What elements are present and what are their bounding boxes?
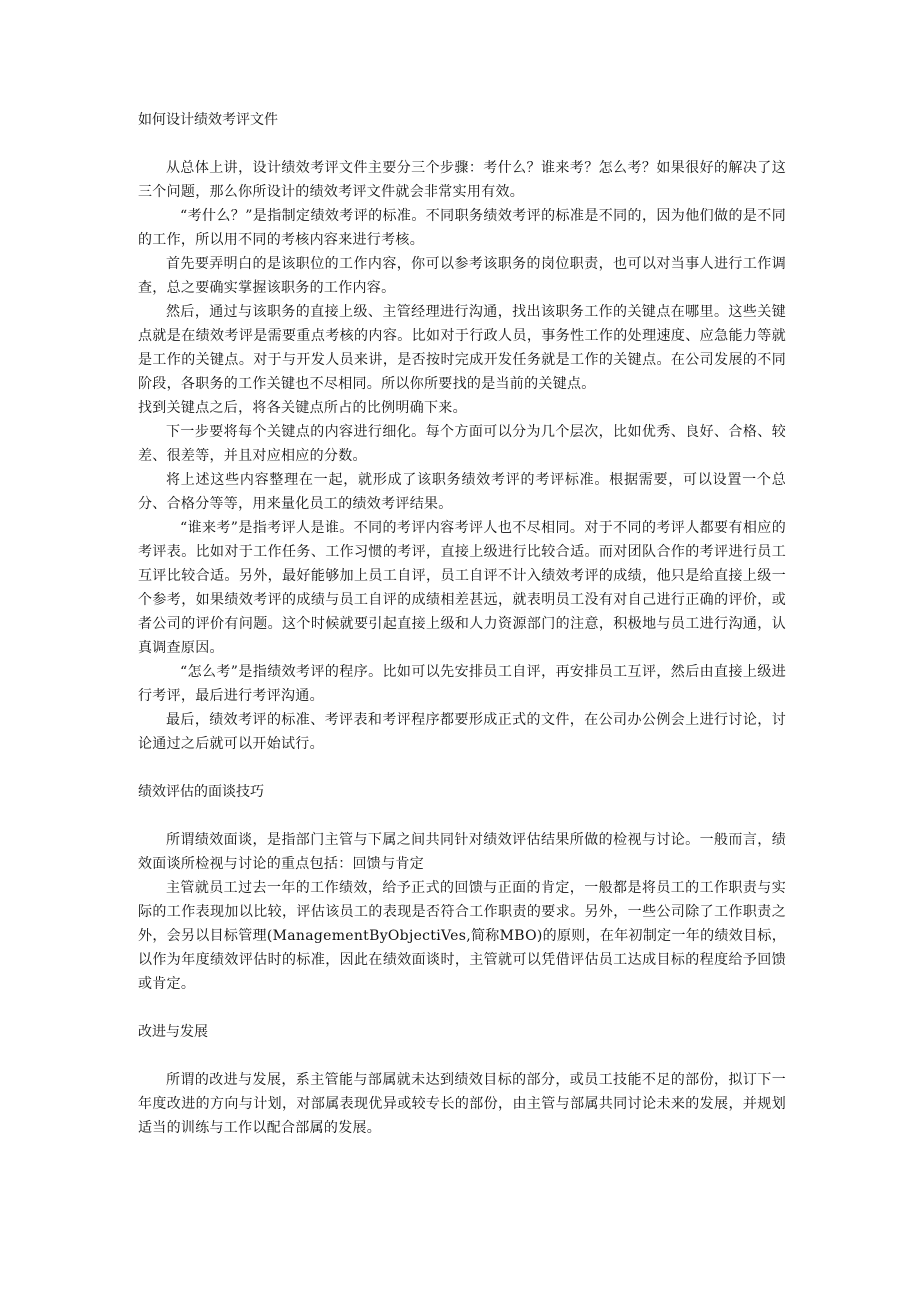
section-improvement — [138, 1020, 786, 1140]
document-page — [138, 108, 786, 1140]
section-design-evaluation — [138, 108, 786, 756]
paragraph: 所谓的改进与发展，系主管能与部属就未达到绩效目标的部分，或员工技能不足的部份，拟订下一年度改进的方向与计划，对部属表现优异或较专长的部份，由主管与部属共同讨论未来的发展，并规划适当的训练与工作以配合部属的发展。 — [138, 1072, 786, 1136]
section-interview-skills — [138, 780, 786, 996]
paragraph: 将上述这些内容整理在一起，就形成了该职务绩效考评的考评标准。根据需要，可以设置一个总分、合格分等等，用来量化员工的绩效考评结果。 — [138, 472, 786, 512]
paragraph: 首先要弄明白的是该职位的工作内容，你可以参考该职务的岗位职责，也可以对当事人进行工作调查，总之要确实掌握该职务的工作内容。 — [138, 256, 786, 296]
section-title: 改进与发展 — [138, 1024, 208, 1040]
paragraph: 然后，通过与该职务的直接上级、主管经理进行沟通，找出该职务工作的关键点在哪里。这些关键点就是在绩效考评是需要重点考核的内容。比如对于行政人员，事务性工作的处理速度、应急能力等就是工作的关键点。对于与开发人员来讲，是否按时完成开发任务就是工作的关键点。在公司发展的不同阶段，各职务的工作关键也不尽相同。所以你所要找的是当前的关键点。 — [138, 304, 786, 392]
paragraph: 从总体上讲，设计绩效考评文件主要分三个步骤：考什么？谁来考？怎么考？如果很好的解决了这三个问题，那么你所设计的绩效考评文件就会非常实用有效。 — [138, 160, 786, 200]
section-title: 如何设计绩效考评文件 — [138, 112, 278, 128]
paragraph: 所谓绩效面谈，是指部门主管与下属之间共同针对绩效评估结果所做的检视与讨论。一般而言，绩效面谈所检视与讨论的重点包括：回馈与肯定 — [138, 832, 786, 872]
paragraph: “考什么？”是指制定绩效考评的标准。不同职务绩效考评的标准是不同的，因为他们做的是不同的工作，所以用不同的考核内容来进行考核。 — [138, 208, 786, 248]
paragraph: 最后，绩效考评的标准、考评表和考评程序都要形成正式的文件，在公司办公例会上进行讨论，讨论通过之后就可以开始试行。 — [138, 712, 786, 752]
section-title: 绩效评估的面谈技巧 — [138, 784, 264, 800]
paragraph: “怎么考”是指绩效考评的程序。比如可以先安排员工自评，再安排员工互评，然后由直接上级进行考评，最后进行考评沟通。 — [138, 664, 786, 704]
paragraph: 主管就员工过去一年的工作绩效，给予正式的回馈与正面的肯定，一般都是将员工的工作职责与实际的工作表现加以比较，评估该员工的表现是否符合工作职责的要求。另外，一些公司除了工作职责之外，会另以目标管理(ManagementByObjectiVes,简称MBO)的原则，在年初制定一年的绩效目标，以作为年度绩效评估时的标准，因此在绩效面谈时，主管就可以凭借评估员工达成目标的程度给予回馈或肯定。 — [138, 880, 786, 992]
paragraph: 下一步要将每个关键点的内容进行细化。每个方面可以分为几个层次，比如优秀、良好、合格、较差、很差等，并且对应相应的分数。 — [138, 424, 786, 464]
paragraph: “谁来考”是指考评人是谁。不同的考评内容考评人也不尽相同。对于不同的考评人都要有相应的考评表。比如对于工作任务、工作习惯的考评，直接上级进行比较合适。而对团队合作的考评进行员工互评比较合适。另外，最好能够加上员工自评，员工自评不计入绩效考评的成绩，他只是给直接上级一个参考，如果绩效考评的成绩与员工自评的成绩相差甚远，就表明员工没有对自己进行正确的评价，或者公司的评价有问题。这个时候就要引起直接上级和人力资源部门的注意，积极地与员工进行沟通，认真调查原因。 — [138, 520, 786, 656]
paragraph: 找到关键点之后，将各关键点所占的比例明确下来。 — [138, 400, 467, 416]
